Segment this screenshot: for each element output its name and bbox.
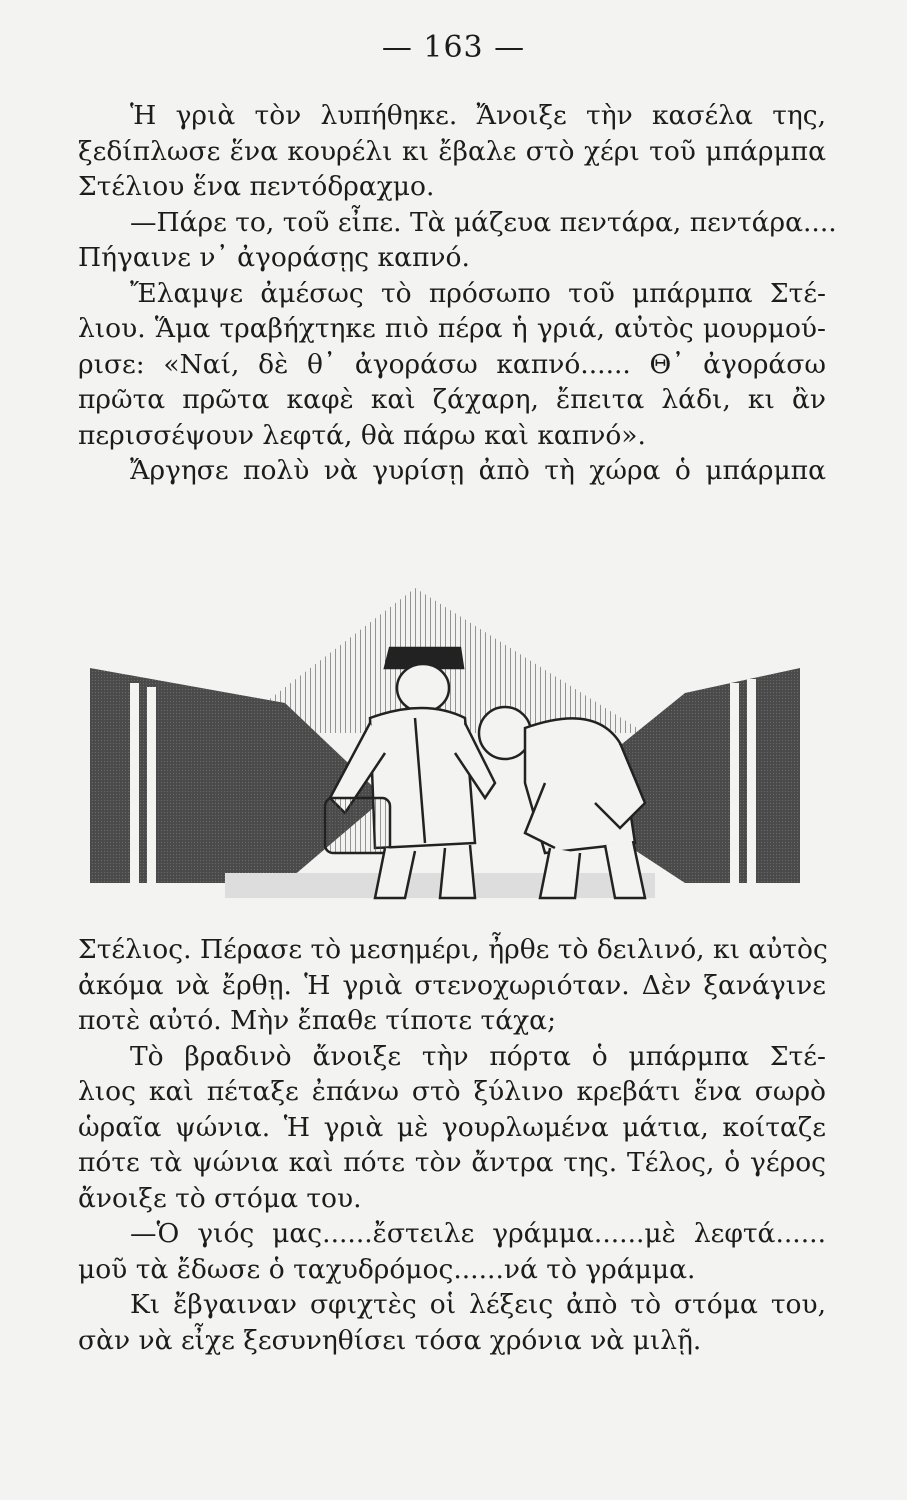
page-number: — 163 — <box>381 30 526 65</box>
text-line: Στέλιος. Πέρασε τὸ μεσημέρι, ἦρθε τὸ δειλινό, κι αὐτὸς <box>78 934 828 965</box>
text-line: ρισε: «Ναί, δὲ θ᾽ ἀγοράσω καπνό...... Θ᾽ ἀγοράσω <box>78 348 826 380</box>
text-line: —Ὁ γιός μας......ἔστειλε γράμμα......μὲ λεφτά...... <box>130 1218 826 1249</box>
text-line: Στέλιου ἕνα πεντόδραχμο. <box>78 171 435 202</box>
text-line: πρῶτα πρῶτα καφὲ καὶ ζάχαρη, ἔπειτα λάδι, κι ἂν <box>78 384 826 415</box>
text-line: ἄνοιξε τὸ στόμα του. <box>78 1182 362 1214</box>
text-block-bottom <box>78 932 826 1358</box>
text-line: σὰν νὰ εἶχε ξεσυνηθίσει τόσα χρόνια νὰ μιλῇ. <box>78 1324 702 1356</box>
text-line: Ἔλαμψε ἀμέσως τὸ πρόσωπο τοῦ μπάρμπα Στέ- <box>130 277 826 309</box>
text-line: πότε τὰ ψώνια καὶ πότε τὸν ἄντρα της. Τέλος, ὁ γέρος <box>78 1147 826 1178</box>
text-line: ξεδίπλωσε ἕνα κουρέλι κι ἔβαλε στὸ χέρι τοῦ μπάρμπα <box>78 135 826 167</box>
text-line: —Πάρε το, τοῦ εἶπε. Τὰ μάζευα πεντάρα, πεντάρα.... <box>130 206 837 238</box>
text-line: Ἄργησε πολὺ νὰ γυρίσῃ ἀπὸ τὴ χώρα ὁ μπάρμπα <box>130 455 826 486</box>
old-man-figure <box>479 707 645 898</box>
text-line: περισσέψουν λεφτά, θὰ πάρω καὶ καπνό». <box>78 419 646 451</box>
text-line: Πήγαινε ν᾽ ἀγοράσῃς καπνό. <box>78 242 470 273</box>
text-line: ὡραῖα ψώνια. Ἡ γριὰ μὲ γουρλωμένα μάτια, κοίταζε <box>78 1111 826 1143</box>
text-block-top <box>78 98 837 489</box>
text-line: λιος καὶ πέταξε ἐπάνω στὸ ξύλινο κρεβάτι ἕνα σωρὸ <box>78 1076 826 1107</box>
text-line: Κι ἔβγαιναν σφιχτὲς οἱ λέξεις ἀπὸ τὸ στόμα του, <box>130 1289 826 1320</box>
text-line: ποτὲ αὐτό. Μὴν ἔπαθε τίποτε τάχα; <box>78 1005 556 1036</box>
text-line: λιου. Ἅμα τραβήχτηκε πιὸ πέρα ἡ γριά, αὐτὸς μουρμού- <box>78 313 826 344</box>
illustration-postman-and-old-man <box>85 583 807 908</box>
text-line: Τὸ βραδινὸ ἄνοιξε τὴν πόρτα ὁ μπάρμπα Στέ- <box>130 1040 826 1072</box>
text-line: μοῦ τὰ ἔδωσε ὁ ταχυδρόμος......νά τὸ γράμμα. <box>78 1253 696 1285</box>
text-line: Ἡ γριὰ τὸν λυπήθηκε. Ἄνοιξε τὴν κασέλα της, <box>130 100 826 131</box>
text-line: ἀκόμα νὰ ἔρθῃ. Ἡ γριὰ στενοχωριόταν. Δὲν ξανάγινε <box>78 969 826 1001</box>
